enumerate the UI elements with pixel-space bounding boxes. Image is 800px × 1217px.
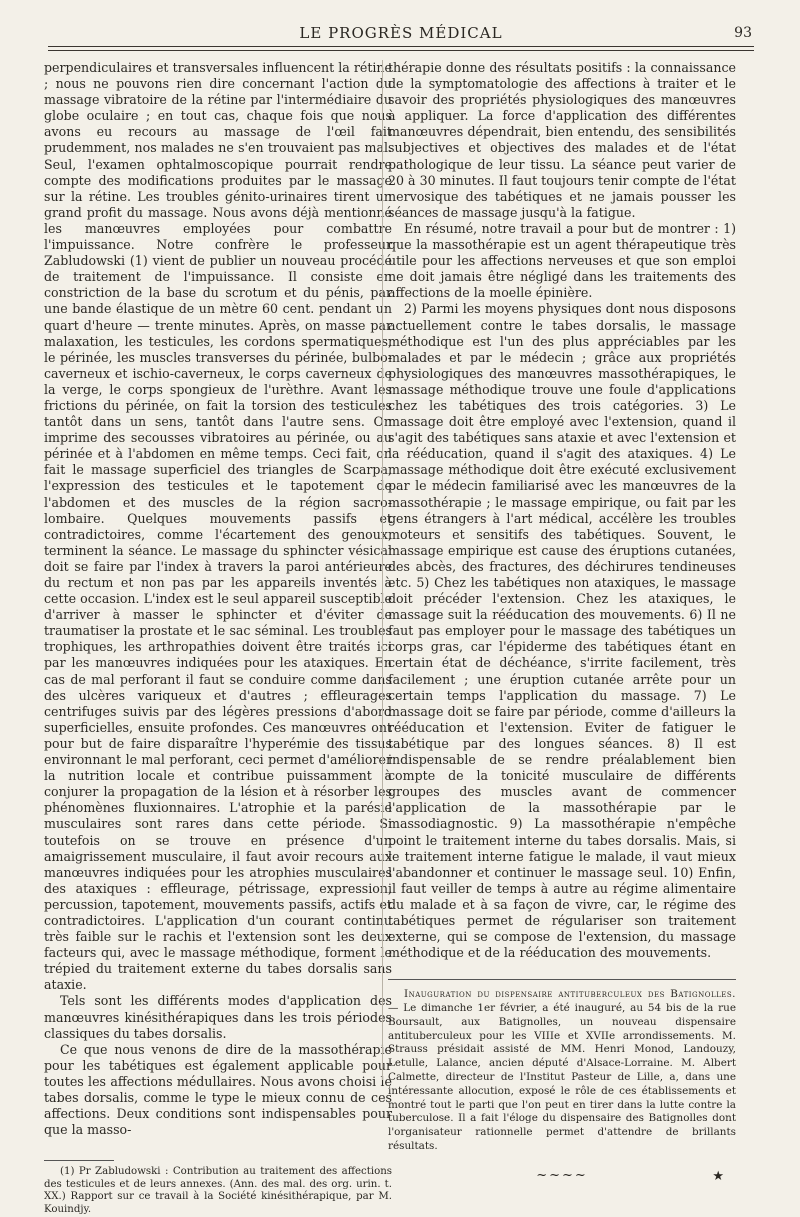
news-body: — Le dimanche 1er février, a été inauguré, au 54 bis de la rue Boursault, aux Batignolles, un nouveau dispensaire antituberculeux pour les VIIIe et XVIIe arrondissements. M. Strauss présidait assisté de MM. Henri Monod, Landouzy, Letulle, Lalance, ancien député d'Alsace-Lorraine. M. Albert Calmette, directeur de l'Institut Pasteur de Lille, a, dans une intéressante allocution, exposé le rôle de ces établissements et montré tout le parti que l'on peut en tirer dans la lutte contre la tuberculose. Il a fait l'éloge du dispensaire des Batignolles dont l'organisateur rationnelle permet d'attendre de brillants résultats.: [388, 1002, 736, 1153]
star-icon: ★: [712, 1168, 724, 1184]
body-paragraph: En résumé, notre travail a pour but de montrer : 1) que la massothérapie est un agent thérapeutique très utile pour les affections nerveuses et que son emploi ne doit jamais être négligé dans les traitements des affections de la moelle épinière.: [388, 220, 736, 301]
running-title: LE PROGRÈS MÉDICAL: [299, 24, 503, 42]
left-column: [44, 60, 392, 1216]
ornament: ~~~~: [536, 1167, 588, 1183]
body-paragraph: perpendiculaires et transversales influencent la rétine ; nous ne pouvons rien dire concernant l'action du massage vibratoire de la rétine par l'intermédiaire du globe oculaire ; en tout cas, chaque fois que nous avons eu recours au massage de l'œil fait prudemment, nos malades ne s'en trouvaient pas mal. Seul, l'examen ophtalmoscopique pourrait rendre compte des modifications produites par le massage sur la rétine. Les troubles génito-urinaires tirent un grand profit du massage. Nous avons déjà mentionné les manœuvres employées pour combattre l'impuissance. Notre confrère le professeur Zabludowski (1) vient de publier un nouveau procédé de traitement de l'impuissance. Il consiste en constriction de la base du scrotum et du pénis, par une bande élastique de un mètre 60 cent. pendant un quart d'heure — trente minutes. Après, on masse par malaxation, les testicules, les cordons spermatiques, le périnée, les muscles transverses du périnée, bulbo-caverneux et ischio-caverneux, le corps caverneux de la verge, le corps spongieux de l'urèthre. Avant les frictions du périnée, on fait la torsion des testicules tantôt dans un sens, tantôt dans l'autre sens. On imprime des secousses vibratoires au périnée, ou au périnée et à l'abdomen en même temps. Ceci fait, on fait le massage superficiel des triangles de Scarpa, l'expression des testicules et le tapotement de l'abdomen et des muscles de la région sacro-lombaire. Quelques mouvements passifs et contradictoires, comme l'écartement des genoux, terminent la séance. Le massage du sphincter vésical doit se faire par l'index à travers la paroi antérieure du rectum et non pas par les appareils inventés à cette occasion. L'index est le seul appareil susceptible d'arriver à masser le sphincter et d'éviter de traumatiser la prostate et le sac séminal. Les troubles trophiques, les arthropathies doivent être traités ici par les manœuvres indiquées pour les ataxiques. En cas de mal perforant il faut se conduire comme dans des ulcères variqueux et d'autres ; effleurages centrifuges suivis par des légères pressions d'abord superficielles, ensuite profondes. Ces manœuvres ont pour but de faire disparaître l'hyperémie des tissus environnant le mal perforant, ceci permet d'améliorer la nutrition locale et contribue puissamment à conjurer la propagation de la lésion et à résorber les phénomènes fluxionnaires. L'atrophie et la parésie musculaires sont rares dans cette période. Si toutefois on se trouve en présence d'un amaigrissement musculaire, il faut avoir recours aux manœuvres indiquées pour les atrophies musculaires des ataxiques : effleurage, pétrissage, expression, percussion, tapotement, mouvements passifs, actifs et contradictoires. L'application d'un courant continu très faible sur le rachis et l'extension sont les deux facteurs qui, avec le massage méthodique, forment le trépied du traitement externe du tabes dorsalis sans ataxie.: [44, 60, 392, 993]
news-item: [388, 988, 736, 1154]
body-paragraph: 2) Parmi les moyens physiques dont nous disposons actuellement contre le tabes dorsalis, le massage méthodique est l'un des plus appréciables par les malades et par le médecin ; grâce aux propriétés physiologiques des manœuvres massothérapiques, le massage méthodique trouve une foule d'applications chez les tabétiques des trois catégories. 3) Le massage doit être employé avec l'extension, quand il s'agit des tabétiques sans ataxie et avec l'extension et la rééducation, quand il s'agit des ataxiques. 4) Le massage méthodique doit être exécuté exclusivement par le médecin familiarisé avec les manœuvres de la massothérapie ; le massage empirique, ou fait par les gens étrangers à l'art médical, accélère les troubles moteurs et sensitifs des tabétiques. Souvent, le massage empirique est cause des éruptions cutanées, des abcès, des fractures, des déchirures tendineuses etc. 5) Chez les tabétiques non ataxiques, le massage doit précéder l'extension. Chez les ataxiques, le massage suit la rééducation des mouvements. 6) Il ne faut pas employer pour le massage des tabétiques un corps gras, car l'épiderme des tabétiques étant en certain état de déchéance, s'irrite facilement, très facilement ; une éruption cutanée arrête pour un certain temps l'application du massage. 7) Le massage doit se faire par période, comme d'ailleurs la rééducation et l'extension. Eviter de fatiguer le tabétique par des longues séances. 8) Il est indispensable de se rendre préalablement bien compte de la tonicité musculaire de différents groupes des muscles avant de commencer l'application de la massothérapie par le massodiagnostic. 9) La massothérapie n'empêche point le traitement interne du tabes dorsalis. Mais, si le traitement interne fatigue le malade, il vaut mieux l'abandonner et continuer le massage seul. 10) Enfin, il faut veiller de temps à autre au régime alimentaire du malade et à sa façon de vivre, car, le régime des tabétiques permet de régulariser son traitement externe, qui se compose de l'extension, du massage méthodique et de la rééducation des mouvements.: [388, 301, 736, 961]
page-header: [48, 22, 754, 46]
body-paragraph: Ce que nous venons de dire de la massothérapie pour les tabétiques est également applicable pour toutes les affections médullaires. Nous avons choisi le tabes dorsalis, comme le type le mieux connu de ces affections. Deux conditions sont indispensables pour que la masso-: [44, 1041, 392, 1138]
column-separator: [382, 60, 383, 1080]
body-paragraph: thérapie donne des résultats positifs : la connaissance de la symptomatologie des affections à traiter et le savoir des propriétés physiologiques des manœuvres à appliquer. La force d'application des différentes manœuvres dépendrait, bien entendu, des sensibilités subjectives et objectives des malades et de l'état pathologique de leur tissu. La séance peut varier de 20 à 30 minutes. Il faut toujours tenir compte de l'état nervosique des tabétiques et ne jamais pousser les séances de massage jusqu'à la fatigue.: [388, 60, 736, 220]
right-column: [388, 60, 736, 1184]
header-rule: [48, 46, 754, 51]
page-number: 93: [734, 25, 752, 41]
news-heading: Inauguration du dispensaire antituberculeux des Batignolles.: [404, 988, 736, 1001]
footnote: (1) Pr Zabludowski : Contribution au traitement des affections des testicules et de leurs annexes. (Ann. des mal. des org. urin. t. XX.) Rapport sur ce travail à la Société kinésithérapique, par M. Kouindjy.: [44, 1166, 392, 1216]
body-paragraph: Tels sont les différents modes d'application des manœuvres kinésithérapiques dans les trois périodes classiques du tabes dorsalis.: [44, 993, 392, 1041]
footnote-rule: [44, 1160, 114, 1161]
news-rule: [388, 979, 736, 980]
